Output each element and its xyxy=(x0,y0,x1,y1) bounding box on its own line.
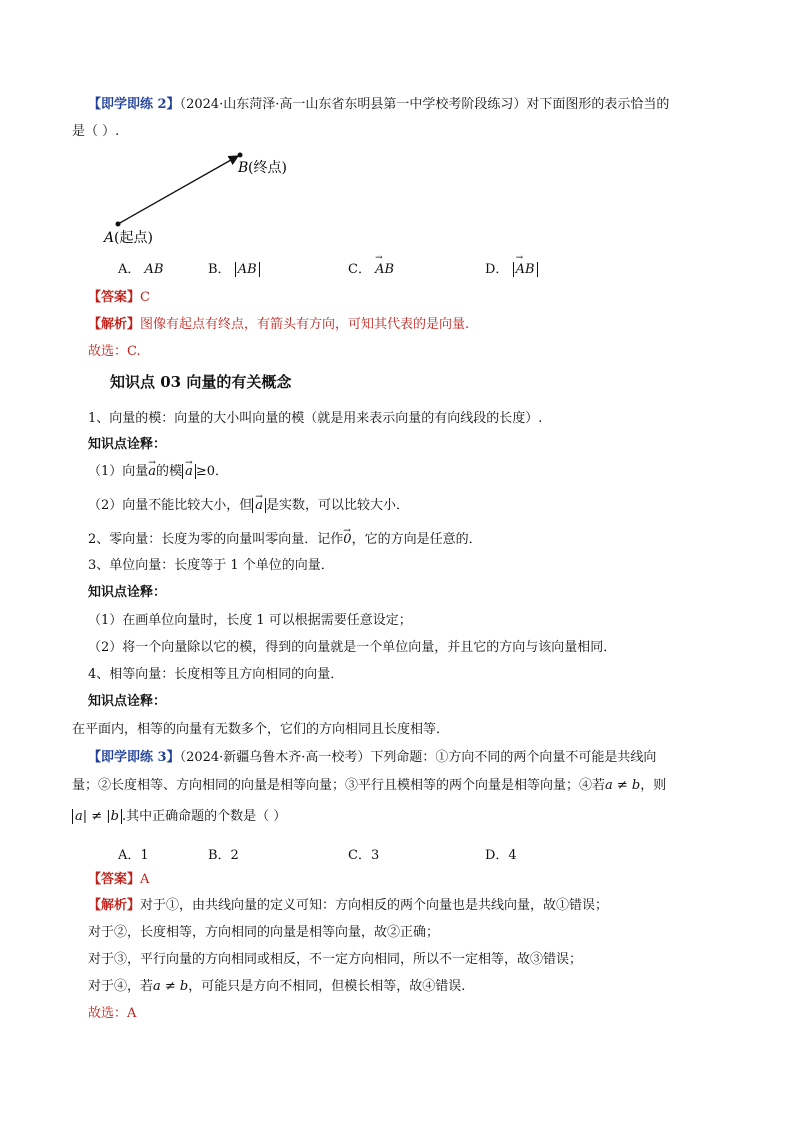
ex3-question-line3: a| ≠ |b .其中正确命题的个数是（ ） xyxy=(72,808,286,826)
ex3-option-c[interactable]: C．3 xyxy=(348,848,380,863)
ex3-option-b[interactable]: B．2 xyxy=(208,848,239,863)
ex2-option-d[interactable]: D． → AB xyxy=(485,258,538,277)
ex3-choose: 故选：A xyxy=(88,1006,137,1021)
concept-1a: （1）向量→ a的模→ a ≥0． xyxy=(88,463,228,481)
ex3-question-line1: 【即学即练 3】（2024·新疆乌鲁木齐·高一校考）下列命题：①方向不同的两个向量不可能是共线向 xyxy=(88,750,657,765)
point-a-label: A xyxy=(104,230,115,246)
ex2-option-a-math: AB xyxy=(144,262,164,277)
concept-2: 2、零向量：长度为零的向量叫零向量．记作→ 0，它的方向是任意的． xyxy=(88,531,482,549)
note-label-2: 知识点诠释： xyxy=(88,585,167,600)
point-b-label: B xyxy=(238,160,249,176)
ex2-option-b-math: AB xyxy=(235,262,260,277)
vector-figure xyxy=(100,148,320,248)
ex2-question-line1 xyxy=(88,96,669,114)
ex2-option-c-math: → AB xyxy=(375,262,394,277)
ex3-option-a[interactable]: A．1 xyxy=(118,848,149,863)
ex2-source: （2024·山东菏泽·高一山东省东明县第一中学校考阶段练习）对下面图形的表示恰当的 xyxy=(179,97,670,112)
point-b xyxy=(238,153,243,158)
ex2-option-a[interactable]: A． AB xyxy=(118,262,164,277)
ex2-options xyxy=(118,258,718,278)
ex2-answer: 【答案】C xyxy=(88,290,150,305)
concept-3a: （1）在画单位向量时，长度 1 可以根据需要任意设定； xyxy=(88,613,412,628)
concept-4: 4、相等向量：长度相等且方向相同的向量． xyxy=(88,667,344,682)
section-title: 知识点 03 向量的有关概念 xyxy=(110,373,292,391)
ex3-answer: 【答案】A xyxy=(88,872,150,887)
ex3-analysis-2: 对于②，长度相等，方向相同的向量是相等向量，故②正确； xyxy=(88,925,440,940)
ex3-analysis-3: 对于③，平行向量的方向相同或相反，不一定方向相同，所以不一定相等，故③错误； xyxy=(88,952,583,967)
ex2-tag: 【即学即练 2】 xyxy=(88,97,180,112)
ex2-analysis: 【解析】图像有起点有终点，有箭头有方向，可知其代表的是向量. xyxy=(88,317,470,332)
ex3-analysis-1: 【解析】对于①，由共线向量的定义可知：方向相反的两个向量也是共线向量，故①错误； xyxy=(88,898,609,913)
concept-3b: （2）将一个向量除以它的模，得到的向量就是一个单位向量，并且它的方向与该向量相同． xyxy=(88,640,617,655)
concept-3: 3、单位向量：长度等于 1 个单位的向量． xyxy=(88,558,334,573)
point-b-note: (终点) xyxy=(248,160,287,176)
ex2-option-c[interactable]: C． → AB xyxy=(348,258,394,277)
ex2-option-b[interactable]: B． AB xyxy=(208,258,260,277)
ex3-options xyxy=(118,844,718,864)
note-label-1: 知识点诠释： xyxy=(88,437,167,452)
ex2-option-d-math: → AB xyxy=(516,262,535,277)
ex3-question-line2: 量；②长度相等、方向相同的向量是相等向量；③平行且模相等的两个向量是相等向量；④若a ≠ b，则 xyxy=(72,778,667,793)
note-label-3: 知识点诠释： xyxy=(88,694,167,709)
point-a-note: (起点) xyxy=(114,230,153,246)
concept-1b: （2）向量不能比较大小，但→ a 是实数，可以比较大小． xyxy=(88,497,409,515)
point-a xyxy=(116,222,121,227)
vector-ab-arrow xyxy=(118,156,238,224)
ex3-option-d[interactable]: D．4 xyxy=(485,848,517,863)
ex2-choose: 故选：C. xyxy=(88,344,141,359)
ex2-question-line2: 是（ ）. xyxy=(72,124,120,139)
concept-1: 1、向量的模：向量的大小叫向量的模（就是用来表示向量的有向线段的长度）. xyxy=(88,411,543,426)
ex3-analysis-4: 对于④，若a ≠ b，可能只是方向不相同，但模长相等，故④错误. xyxy=(88,979,466,994)
concept-4a: 在平面内，相等的向量有无数多个，它们的方向相同且长度相等． xyxy=(72,722,450,737)
